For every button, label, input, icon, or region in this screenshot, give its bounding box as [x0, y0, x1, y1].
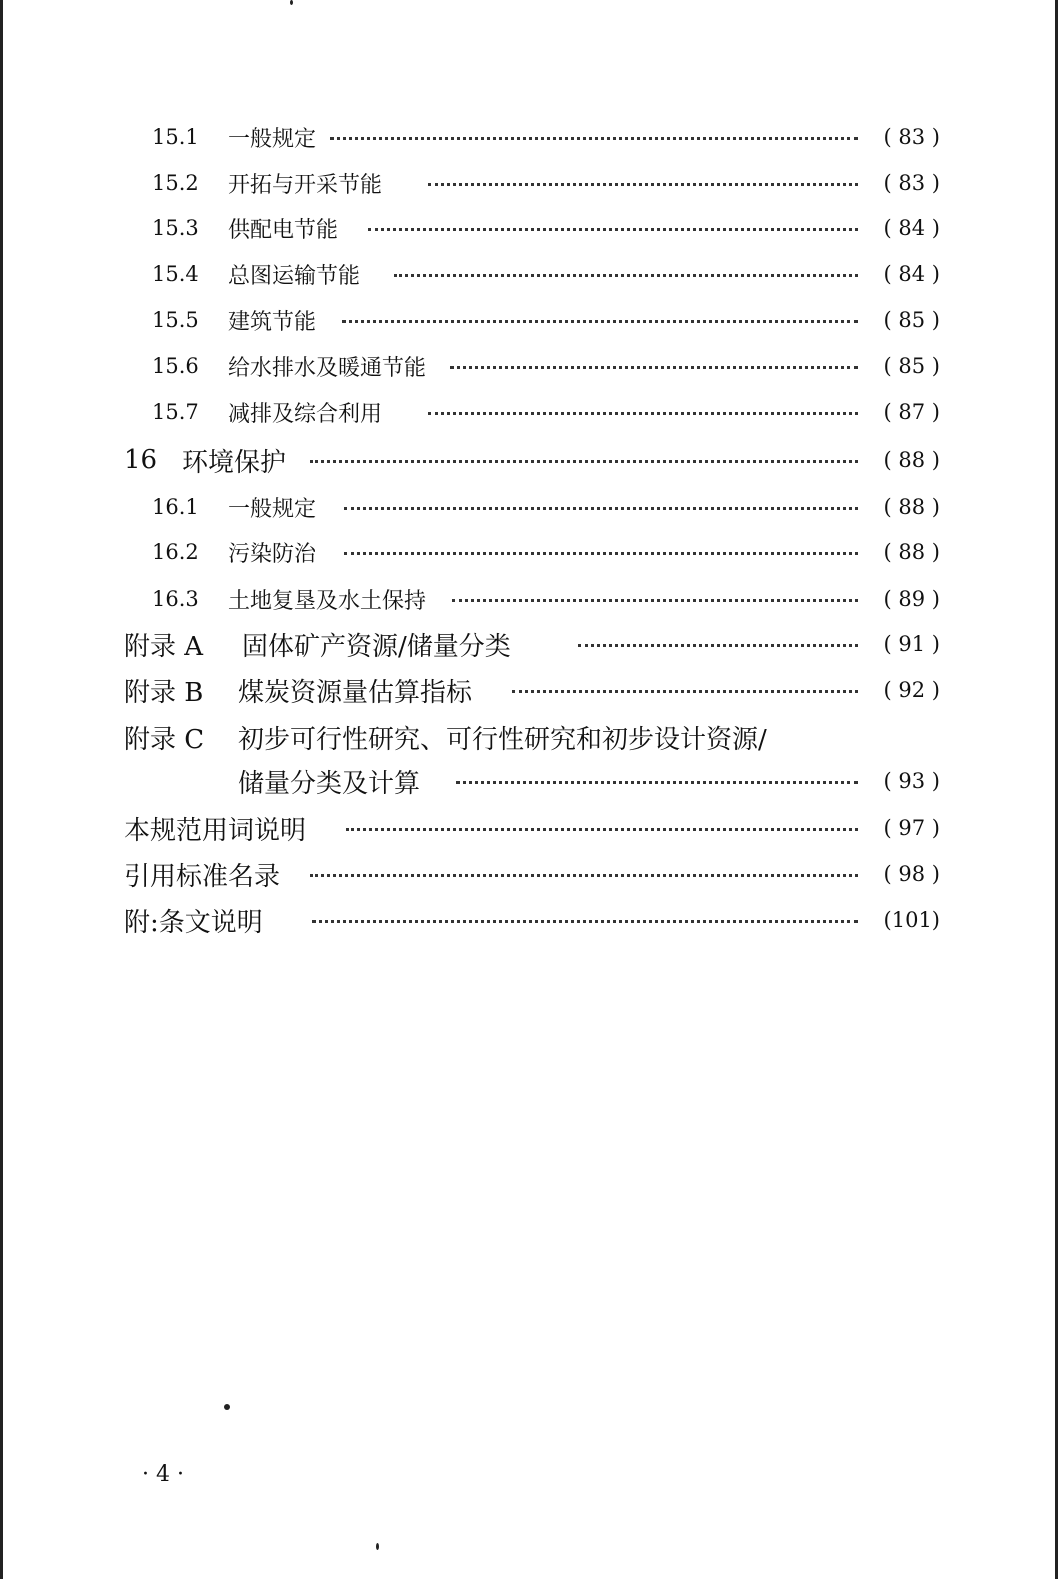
scan-speck [376, 1543, 379, 1550]
toc-entry-appendix-a[interactable] [0, 624, 1058, 664]
page-reference: ( 83 ) [883, 171, 940, 195]
toc-entry-15-5[interactable] [0, 300, 1058, 340]
page-reference: ( 88 ) [883, 540, 940, 564]
page-reference: ( 97 ) [883, 816, 940, 840]
toc-entry-15-1[interactable] [0, 117, 1058, 157]
section-title: 污染防治 [228, 537, 322, 568]
section-number: 15.3 [152, 216, 199, 240]
page-reference: ( 88 ) [883, 448, 940, 472]
appendix-title: 煤炭资源量估算指标 [238, 672, 478, 709]
chapter-number: 16 [124, 445, 158, 475]
scan-speck [224, 1404, 230, 1410]
section-title: 供配电节能 [228, 213, 344, 244]
dot-leader [456, 779, 858, 784]
dot-leader [344, 505, 858, 510]
section-number: 15.1 [152, 125, 199, 149]
dot-leader [312, 918, 858, 923]
dot-leader [428, 181, 858, 186]
dot-leader [344, 550, 858, 555]
page-reference: ( 89 ) [883, 587, 940, 611]
appendix-title: 初步可行性研究、可行性研究和初步设计资源/ [238, 719, 773, 756]
section-title: 土地复垦及水土保持 [228, 584, 432, 615]
dot-leader [310, 458, 858, 463]
appendix-label: 附录 C [124, 724, 205, 755]
section-title: 一般规定 [228, 492, 322, 523]
dot-leader [346, 826, 858, 831]
appendix-label: 附录 A [124, 631, 204, 662]
dot-leader [512, 688, 858, 693]
dot-leader [310, 872, 858, 877]
toc-entry-15-7[interactable] [0, 392, 1058, 432]
entry-title: 附:条文说明 [124, 902, 269, 939]
section-title: 给水排水及暖通节能 [228, 351, 432, 382]
section-number: 15.4 [152, 262, 199, 286]
toc-entry-15-6[interactable] [0, 346, 1058, 386]
page-reference: ( 84 ) [883, 216, 940, 240]
section-number: 16.3 [152, 587, 199, 611]
toc-entry-15-4[interactable] [0, 254, 1058, 294]
section-number: 16.2 [152, 540, 199, 564]
dot-leader [368, 226, 858, 231]
toc-entry-15-3[interactable] [0, 208, 1058, 248]
page-reference: ( 85 ) [883, 354, 940, 378]
appendix-label: 附录 B [124, 677, 204, 708]
entry-title: 引用标准名录 [124, 856, 286, 893]
toc-entry-terminology[interactable] [0, 808, 1058, 848]
section-number: 15.7 [152, 400, 199, 424]
dot-leader [452, 597, 858, 602]
dot-leader [578, 642, 858, 647]
toc-entry-cited-standards[interactable] [0, 854, 1058, 894]
toc-entry-appendix-c[interactable] [0, 717, 1058, 757]
section-number: 15.5 [152, 308, 199, 332]
section-title: 开拓与开采节能 [228, 168, 388, 199]
page-reference: ( 83 ) [883, 125, 940, 149]
page-reference: ( 98 ) [883, 862, 940, 886]
toc-entry-appendix-c-continued[interactable] [0, 761, 1058, 801]
dot-leader [342, 318, 858, 323]
toc-entry-explanation[interactable] [0, 900, 1058, 940]
page-reference: ( 84 ) [883, 262, 940, 286]
dot-leader [330, 135, 858, 140]
entry-title: 本规范用词说明 [124, 810, 312, 847]
dot-leader [394, 272, 858, 277]
toc-entry-15-2[interactable] [0, 163, 1058, 203]
page-reference: ( 93 ) [883, 769, 940, 793]
toc-entry-16-1[interactable] [0, 487, 1058, 527]
toc-entry-16-2[interactable] [0, 532, 1058, 572]
dot-leader [450, 364, 858, 369]
page-reference: ( 87 ) [883, 400, 940, 424]
section-number: 16.1 [152, 495, 199, 519]
appendix-title: 固体矿产资源/储量分类 [242, 626, 517, 663]
toc-entry-16[interactable] [0, 440, 1058, 480]
page-reference: ( 85 ) [883, 308, 940, 332]
section-title: 一般规定 [228, 122, 322, 153]
appendix-title-continued: 储量分类及计算 [238, 763, 426, 800]
page-number: · 4 · [142, 1462, 184, 1487]
section-number: 15.6 [152, 354, 199, 378]
dot-leader [428, 410, 858, 415]
page-reference: ( 92 ) [883, 678, 940, 702]
toc-entry-appendix-b[interactable] [0, 670, 1058, 710]
scan-speck [290, 0, 293, 5]
toc-entry-16-3[interactable] [0, 579, 1058, 619]
page-reference: (101) [883, 908, 940, 932]
section-number: 15.2 [152, 171, 199, 195]
page-reference: ( 91 ) [883, 632, 940, 656]
chapter-title: 环境保护 [182, 442, 292, 479]
section-title: 建筑节能 [228, 305, 322, 336]
page-reference: ( 88 ) [883, 495, 940, 519]
section-title: 总图运输节能 [228, 259, 366, 290]
section-title: 减排及综合利用 [228, 397, 388, 428]
